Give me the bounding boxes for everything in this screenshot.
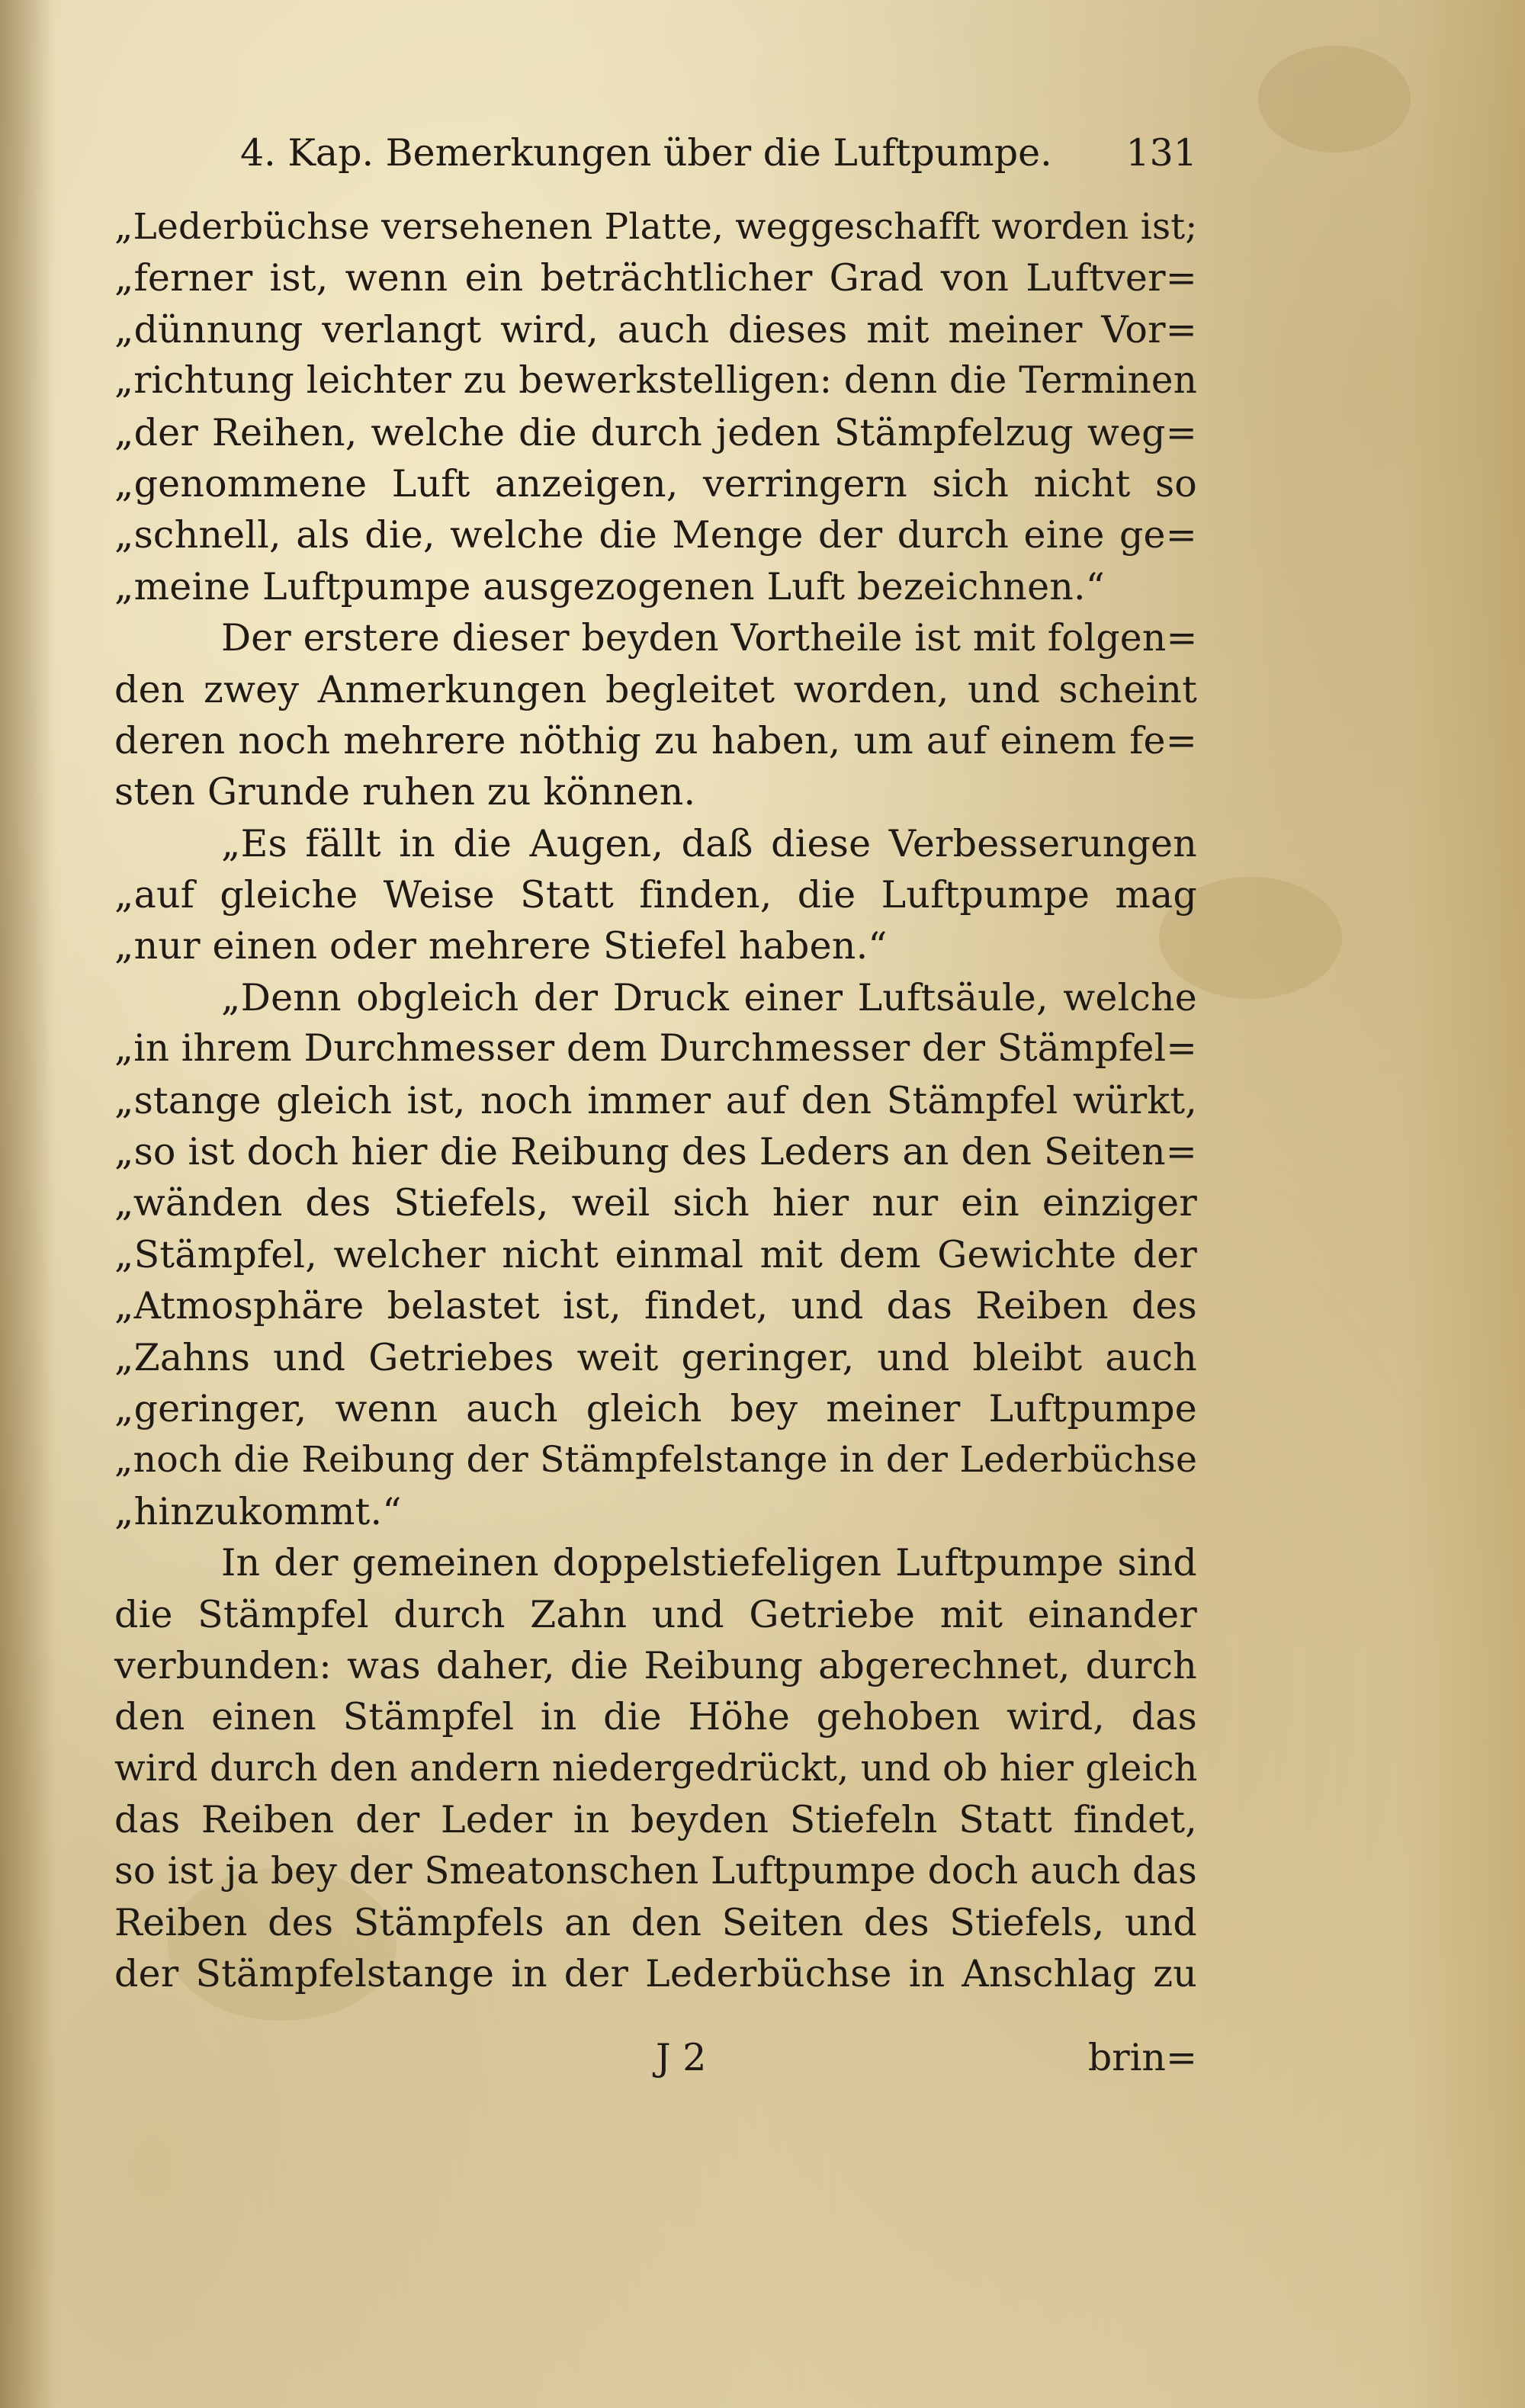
text-line: „geringer, wenn auch gleich bey meiner Luftpumpe (114, 1386, 1197, 1430)
text-line: „nur einen oder mehrere Stiefel haben.“ (114, 924, 888, 968)
text-line: den zwey Anmerkungen begleitet worden, und scheint (114, 667, 1197, 711)
page-footer (114, 2036, 1197, 2089)
catchword: brin= (1087, 2036, 1197, 2079)
text-line: „Stämpfel, welcher nicht einmal mit dem Gewichte der (114, 1232, 1197, 1276)
text-line: verbunden: was daher, die Reibung abgerechnet, durch (114, 1643, 1197, 1687)
text-line: „wänden des Stiefels, weil sich hier nur ein einziger (114, 1181, 1197, 1225)
text-line: das Reiben der Leder in beyden Stiefeln Statt findet, (114, 1798, 1197, 1842)
text-line: „stange gleich ist, noch immer auf den Stämpfel würkt, (114, 1078, 1197, 1122)
text-line: Reiben des Stämpfels an den Seiten des Stiefels, und (114, 1900, 1197, 1944)
text-line: „ferner ist, wenn ein beträchtlicher Grad von Luftver= (114, 256, 1197, 300)
text-line: „noch die Reibung der Stämpfelstange in der Lederbüchse (114, 1439, 1198, 1482)
text-line: sten Grunde ruhen zu können. (114, 770, 696, 814)
text-line: „Es fällt in die Augen, daß diese Verbesserungen (221, 821, 1197, 865)
gutter-shadow (0, 0, 53, 2408)
text-line: deren noch mehrere nöthig zu haben, um auf einem fe= (114, 718, 1197, 763)
text-line: wird durch den andern niedergedrückt, und ob hier gleich (114, 1747, 1198, 1790)
text-line: „so ist doch hier die Reibung des Leders an den Seiten= (114, 1130, 1197, 1174)
text-line: „meine Luftpumpe ausgezogenen Luft bezeichnen.“ (114, 564, 1106, 608)
text-line: „Lederbüchse versehenen Platte, weggeschafft worden ist; (114, 206, 1198, 248)
text-line: „dünnung verlangt wird, auch dieses mit meiner Vor= (114, 307, 1197, 352)
text-line: „der Reihen, welche die durch jeden Stämpfelzug weg= (114, 410, 1197, 454)
text-line: „schnell, als die, welche die Menge der durch eine ge= (114, 513, 1197, 557)
paper-stain (1258, 46, 1411, 153)
text-line: „Denn obgleich der Druck einer Luftsäule, welche (221, 975, 1197, 1019)
text-line: der Stämpfelstange in der Lederbüchse in Anschlag zu (114, 1952, 1197, 1996)
page-number: 131 (1125, 131, 1197, 175)
text-line: „Zahns und Getriebes weit geringer, und bleibt auch (114, 1335, 1197, 1379)
text-line: „in ihrem Durchmesser dem Durchmesser der Stämpfel= (114, 1027, 1197, 1071)
running-header (114, 131, 1197, 185)
text-line: den einen Stämpfel in die Höhe gehoben wird, das (114, 1695, 1197, 1739)
text-line: so ist ja bey der Smeatonschen Luftpumpe doch auch das (114, 1849, 1197, 1893)
text-line: „richtung leichter zu bewerkstelligen: denn die Terminen (114, 359, 1197, 403)
text-line: „hinzukommt.“ (114, 1489, 402, 1533)
running-title: 4. Kap. Bemerkungen über die Luftpumpe. (240, 131, 1052, 175)
text-line: „genommene Luft anzeigen, verringern sich nicht so (114, 461, 1197, 506)
text-line: Der erstere dieser beyden Vortheile ist mit folgen= (221, 616, 1198, 660)
text-line: die Stämpfel durch Zahn und Getriebe mit einander (114, 1592, 1197, 1636)
signature-mark: J 2 (656, 2036, 707, 2079)
text-line: In der gemeinen doppelstiefeligen Luftpumpe sind (221, 1541, 1197, 1585)
body-text (114, 201, 1197, 2000)
text-line: „Atmosphäre belastet ist, findet, und das Reiben des (114, 1284, 1197, 1328)
text-line: „auf gleiche Weise Statt finden, die Luftpumpe mag (114, 873, 1197, 917)
